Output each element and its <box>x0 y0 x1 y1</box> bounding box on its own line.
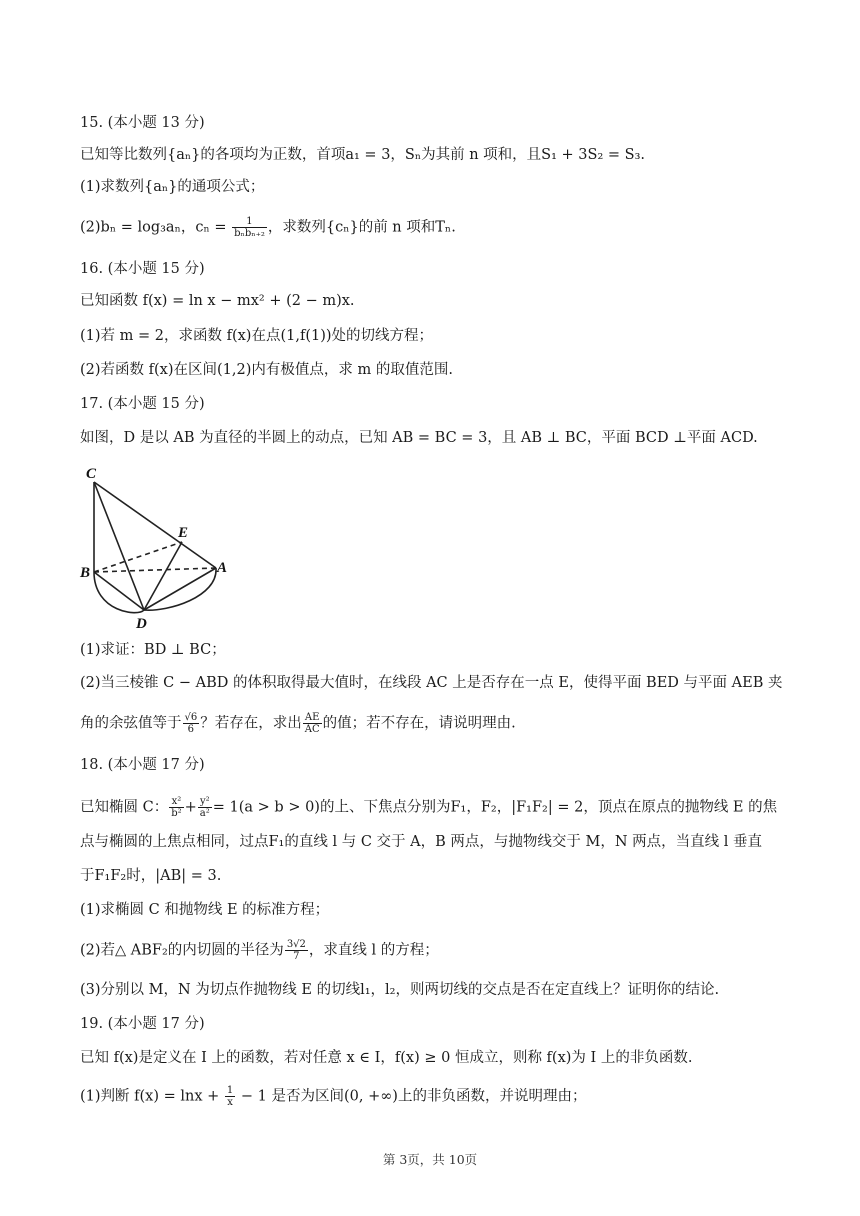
edge-ca <box>94 482 216 568</box>
q18-part1: (1)求椭圆 C 和抛物线 E 的标准方程； <box>80 902 330 918</box>
q19-header: 19. (本小题 17 分) <box>80 1016 205 1032</box>
q19-part1: (1)判断 f(x) = lnx + $\frac{1}{x}$ − 1 是否为区间(0, +∞)上的非负函数，并说明理由； <box>80 1085 587 1108</box>
fraction: $\frac{AE}{AC}$ <box>304 712 320 735</box>
fraction: $\frac{\text{y²}}{\text{a²}}$ <box>199 796 210 819</box>
q18-stem-line2: 点与椭圆的上焦点相同，过点F₁的直线 l 与 C 交于 A，B 两点，与抛物线交于 M，N 两点，当直线 l 垂直 <box>80 834 762 850</box>
q18-stem-line1: 已知椭圆 C： $\frac{\text{x²}}{\text{b²}}$ + $\frac{\text{y²}}{\text{a²}}$ = 1(a > b > 0)的上、下焦点分别为F₁，F₂，|F₁F₂| = 2，顶点在原点的抛物线 E 的焦 <box>80 796 778 819</box>
label-b: B <box>80 565 91 581</box>
q18-header: 18. (本小题 17 分) <box>80 757 205 773</box>
q15-part2: (2)bₙ = log₃aₙ，cₙ = $\frac{1}{\text{bₙbₙ₊₂}}$ ，求数列{cₙ}的前 n 项和Tₙ. <box>80 216 456 239</box>
q17-header: 17. (本小题 15 分) <box>80 396 205 412</box>
geometry-figure <box>78 462 248 642</box>
q17-part2-line1: (2)当三棱锥 C − ABD 的体积取得最大值时，在线段 AC 上是否存在一点 E，使得平面 BED 与平面 AEB 夹 <box>80 675 782 691</box>
q16-stem: 已知函数 f(x) = ln x − mx² + (2 − m)x. <box>80 293 355 309</box>
q19-stem: 已知 f(x)是定义在 I 上的函数，若对任意 x ∈ I，f(x) ≥ 0 恒成立，则称 f(x)为 I 上的非负函数. <box>80 1050 693 1066</box>
fraction: $\frac{1}{\text{bₙbₙ₊₂}}$ <box>234 216 265 239</box>
fraction: $\frac{\text{x²}}{\text{b²}}$ <box>171 796 182 819</box>
q18-part2: (2)若△ ABF₂的内切圆的半径为 $\frac{3√2}{7}$ ，求直线 l 的方程； <box>80 939 439 962</box>
page-footer: 第 3页，共 10页 <box>382 1152 478 1167</box>
q15-part1: (1)求数列{aₙ}的通项公式； <box>80 179 265 195</box>
label-a: A <box>217 560 228 576</box>
q18-part3: (3)分别以 M，N 为切点作抛物线 E 的切线l₁，l₂，则两切线的交点是否在定直线上？证明你的结论. <box>80 982 720 998</box>
q18-stem-line3: 于F₁F₂时，|AB| = 3. <box>80 868 222 884</box>
q17-part2-line2: 角的余弦值等于 $\frac{√6}{6}$ ？若存在，求出 $\frac{AE}{AC}$ 的值；若不存在，请说明理由. <box>80 712 516 735</box>
fraction: $\frac{√6}{6}$ <box>184 712 198 735</box>
q16-part2: (2)若函数 f(x)在区间(1,2)内有极值点，求 m 的取值范围. <box>80 362 453 378</box>
label-c: C <box>86 466 97 482</box>
edge-ad <box>144 568 216 610</box>
label-e: E <box>178 525 189 541</box>
fraction: $\frac{1}{x}$ <box>226 1085 234 1108</box>
q17-stem: 如图，D 是以 AB 为直径的半圆上的动点，已知 AB = BC = 3，且 AB ⊥ BC，平面 BCD ⊥平面 ACD. <box>80 430 758 446</box>
q17-part1: (1)求证：BD ⊥ BC； <box>80 642 226 658</box>
fraction: $\frac{3√2}{7}$ <box>286 939 306 962</box>
edge-ba-dashed <box>94 568 216 572</box>
label-d: D <box>136 616 147 632</box>
q15-stem: 已知等比数列{aₙ}的各项均为正数，首项a₁ = 3，Sₙ为其前 n 项和，且S₁ + 3S₂ = S₃. <box>80 147 645 163</box>
q15-header: 15. (本小题 13 分) <box>80 115 205 131</box>
q16-part1: (1)若 m = 2，求函数 f(x)在点(1,f(1))处的切线方程； <box>80 328 434 344</box>
q16-header: 16. (本小题 15 分) <box>80 261 205 277</box>
edge-be-dashed <box>94 542 182 572</box>
